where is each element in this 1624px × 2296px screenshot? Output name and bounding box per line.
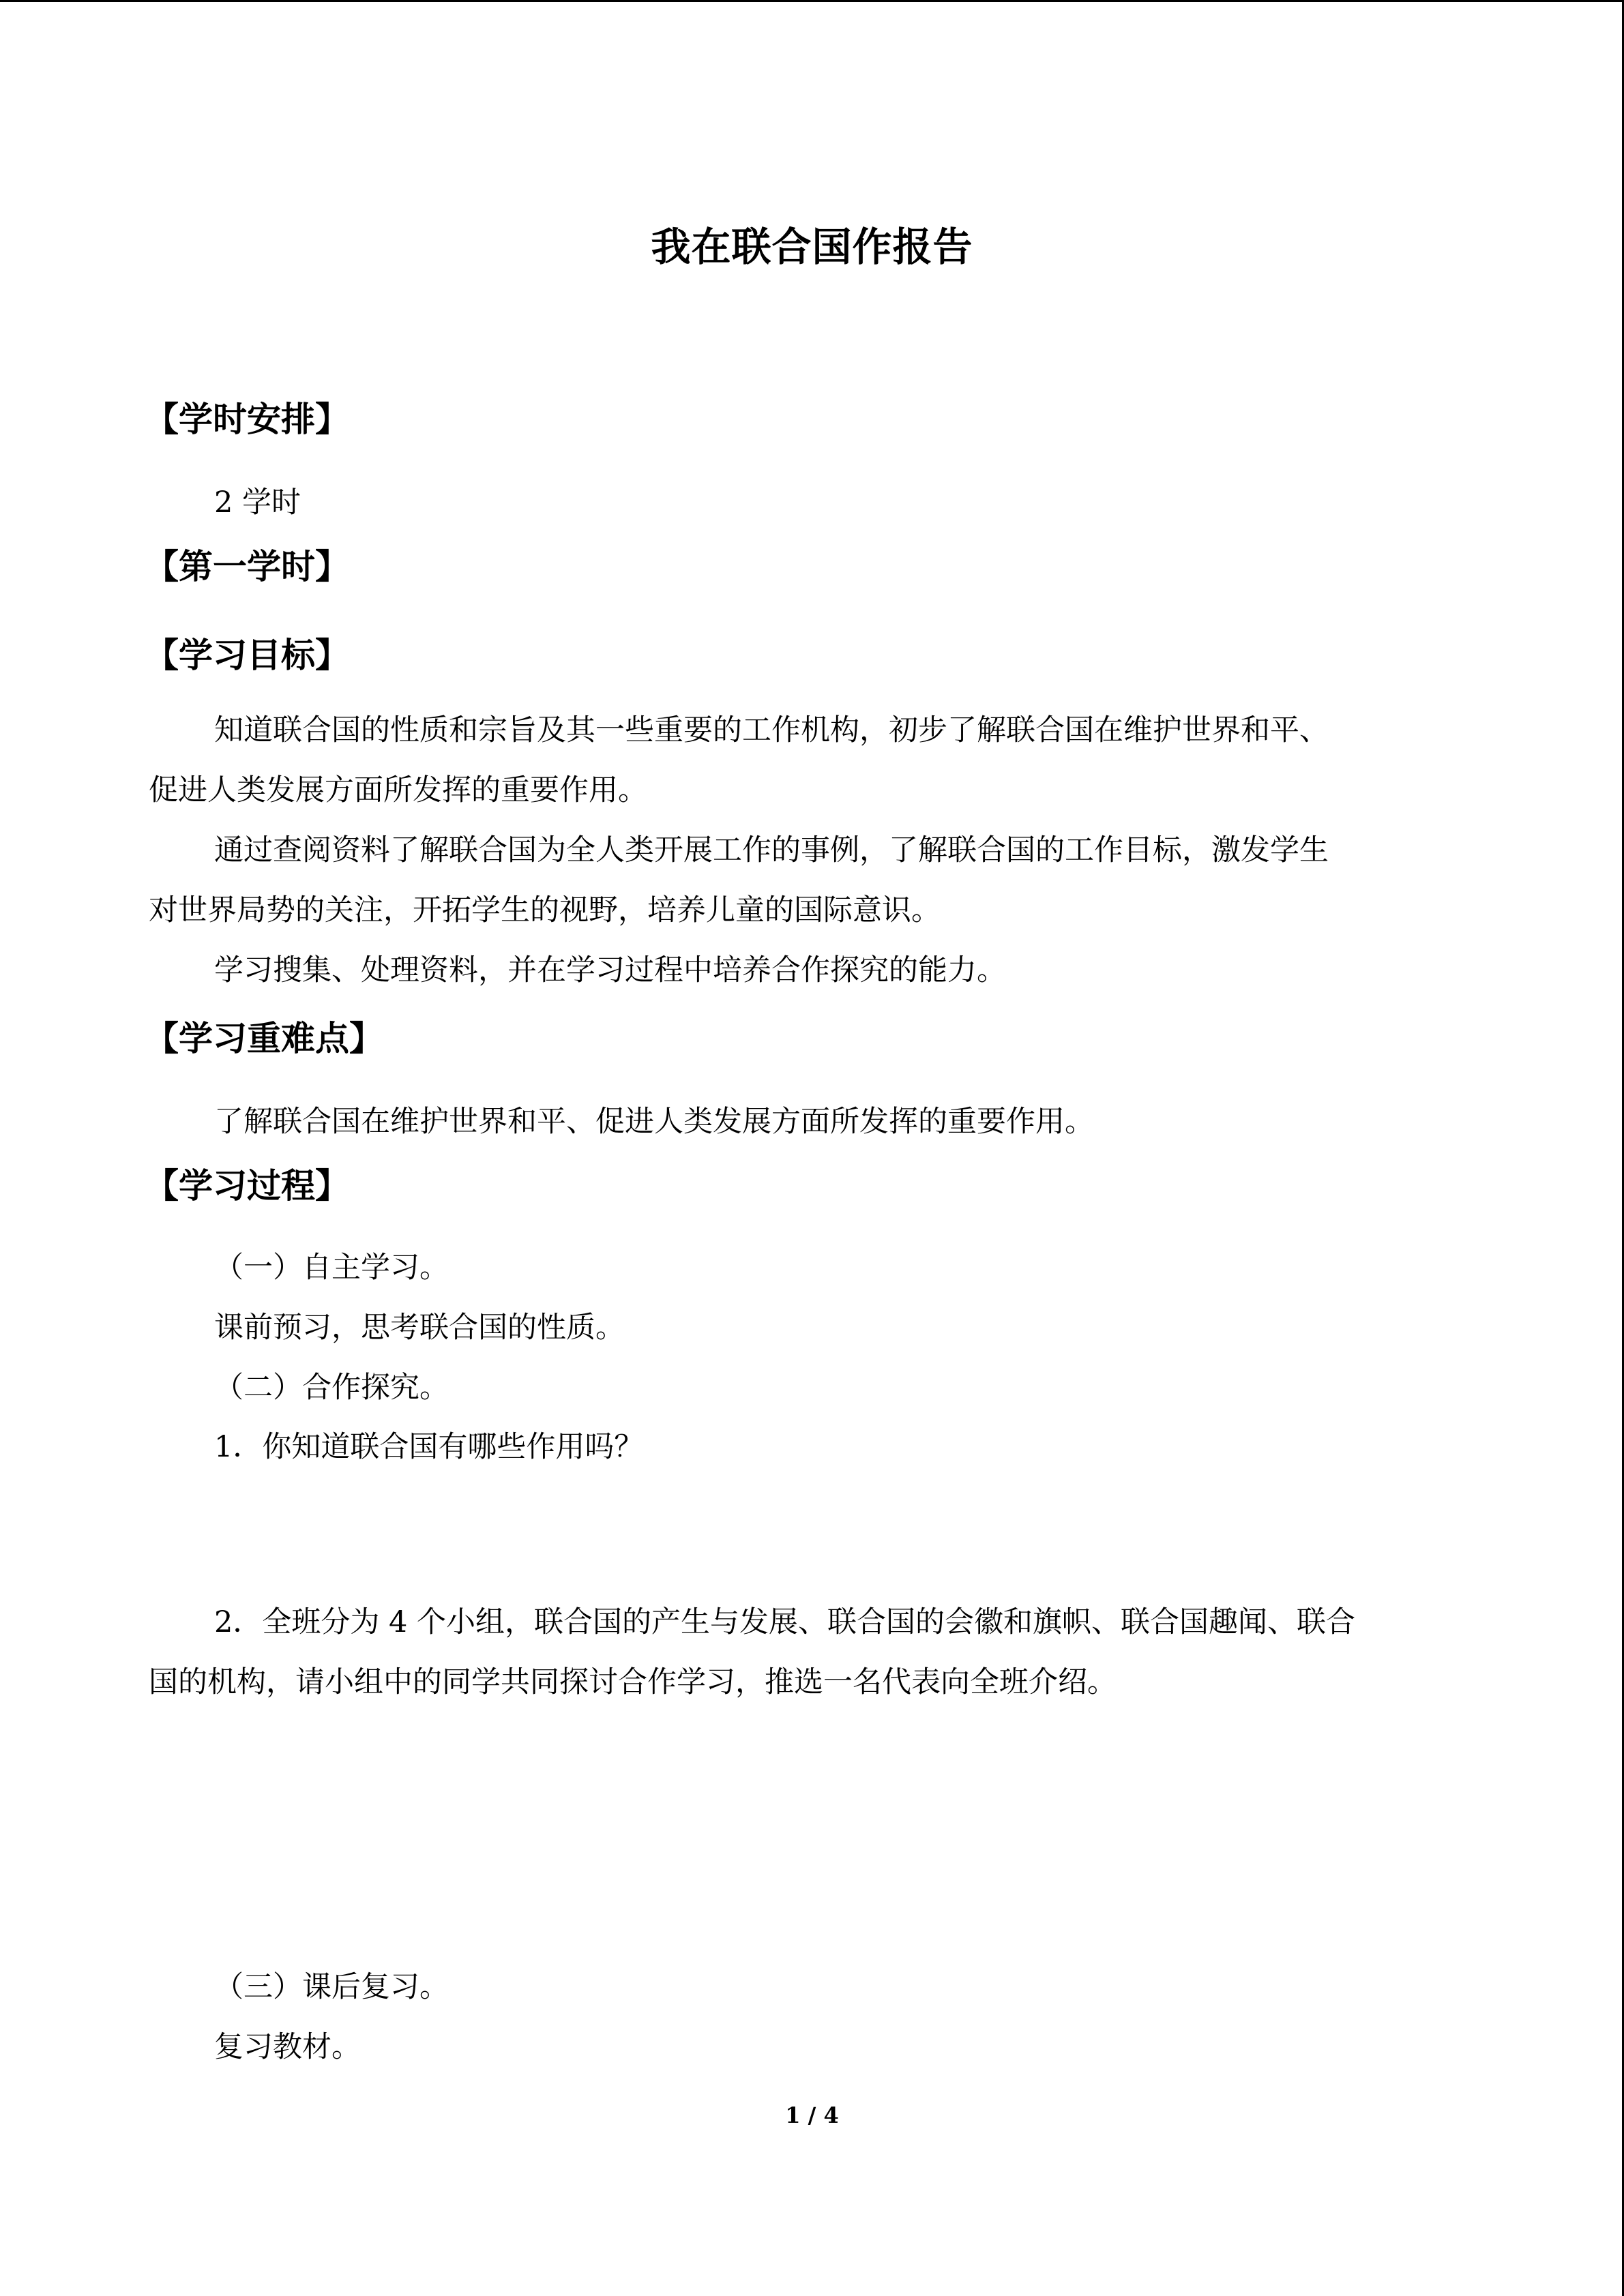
- step1-title: （一）自主学习。: [214, 1251, 449, 1285]
- goals-heading: 【学习目标】: [145, 636, 349, 675]
- question-1: 1．你知道联合国有哪些作用吗？: [214, 1430, 644, 1464]
- goal-2-line-1: 通过查阅资料了解联合国为全人类开展工作的事例，了解联合国的工作目标，激发学生: [214, 833, 1329, 867]
- key-points-heading: 【学习重难点】: [145, 1019, 383, 1058]
- step3-title: （三）课后复习。: [214, 1970, 449, 2004]
- goal-paragraph-2: [149, 820, 1475, 940]
- question-2-line-1: 2．全班分为 4 个小组，联合国的产生与发展、联合国的会徽和旗帜、联合国趣闻、联合: [214, 1605, 1356, 1639]
- schedule-heading: 【学时安排】: [145, 400, 349, 439]
- question-2-line-2: 国的机构，请小组中的同学共同探讨合作学习，推选一名代表向全班介绍。: [149, 1665, 1117, 1699]
- step3-text: 复习教材。: [214, 2030, 361, 2064]
- goal-paragraph-1: [149, 700, 1475, 820]
- goal-paragraph-3: [149, 940, 1475, 1000]
- document-title: 我在联合国作报告: [651, 224, 973, 270]
- schedule-value: 2 学时: [214, 486, 301, 520]
- goal-1-line-2: 促进人类发展方面所发挥的重要作用。: [149, 773, 647, 807]
- goal-1-line-1: 知道联合国的性质和宗旨及其一些重要的工作机构，初步了解联合国在维护世界和平、: [214, 713, 1329, 747]
- question-2: [149, 1592, 1475, 1712]
- goal-3-line-1: 学习搜集、处理资料，并在学习过程中培养合作探究的能力。: [214, 953, 1006, 987]
- process-heading: 【学习过程】: [145, 1166, 349, 1206]
- page-number: 1 / 4: [785, 2102, 839, 2128]
- key-points-text: 了解联合国在维护世界和平、促进人类发展方面所发挥的重要作用。: [214, 1105, 1094, 1139]
- goal-2-line-2: 对世界局势的关注，开拓学生的视野，培养儿童的国际意识。: [149, 893, 941, 927]
- lesson-heading: 【第一学时】: [145, 547, 349, 586]
- step1-text: 课前预习，思考联合国的性质。: [214, 1311, 625, 1345]
- step2-title: （二）合作探究。: [214, 1371, 449, 1405]
